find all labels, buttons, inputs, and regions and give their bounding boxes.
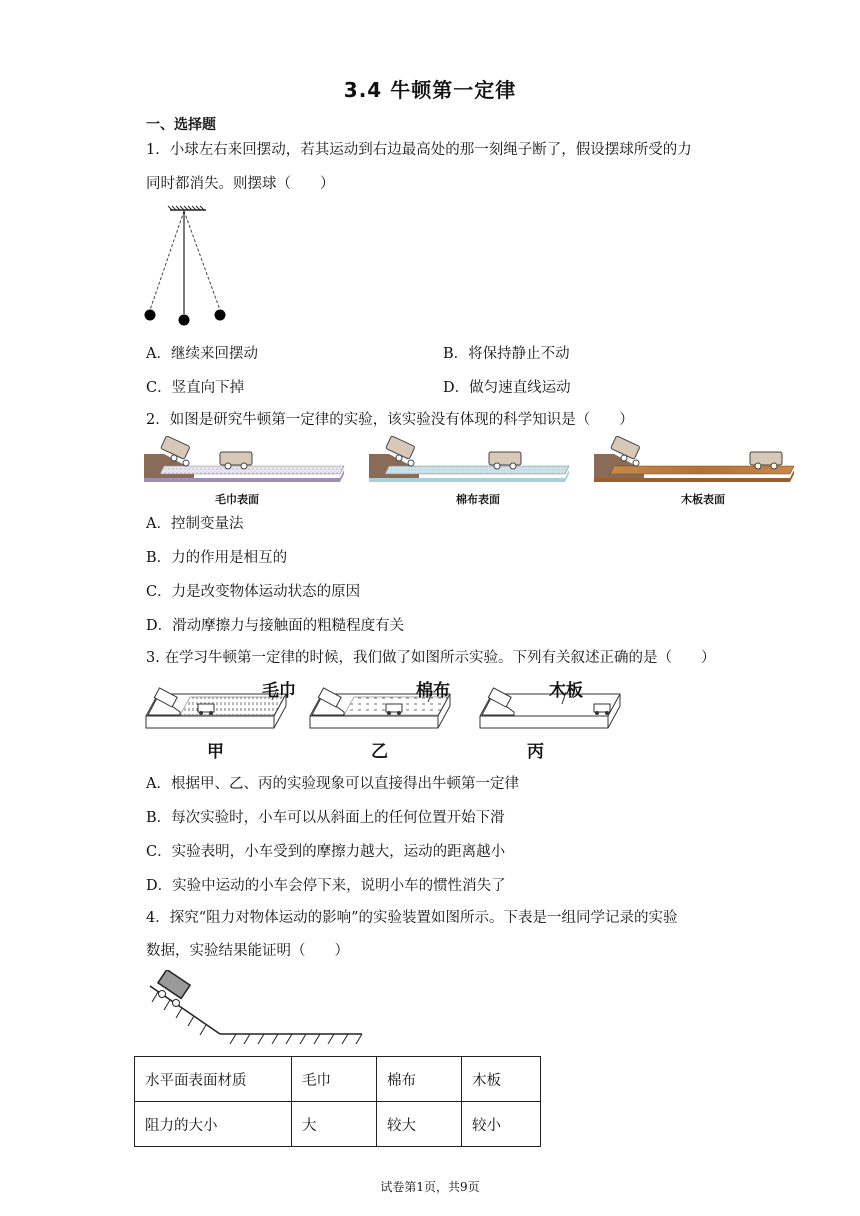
table-cell: 较小 <box>462 1102 541 1147</box>
label-towel-surface: 毛巾表面 <box>215 493 259 506</box>
page-title: 3.4 牛顿第一定律 <box>343 78 517 102</box>
pendulum-figure <box>140 204 240 329</box>
question-3-stem: 3. 在学习牛顿第一定律的时候，我们做了如图所示实验。下列有关叙述正确的是（ ） <box>146 650 716 666</box>
label-wood: 木板 <box>549 681 583 701</box>
page-footer: 试卷第1页，共9页 <box>380 1180 480 1194</box>
table-cell: 木板 <box>462 1057 541 1102</box>
q2-option-d: D．滑动摩擦力与接触面的粗糙程度有关 <box>146 618 405 634</box>
surface-experiment-figure <box>144 436 804 486</box>
table-cell: 大 <box>292 1102 377 1147</box>
q1-option-c: C．竖直向下掉 <box>146 380 245 396</box>
question-4-line-2: 数据，实验结果能证明（ ） <box>146 943 349 959</box>
label-cotton-surface: 棉布表面 <box>456 493 500 506</box>
q1-option-b: B．将保持静止不动 <box>443 346 570 362</box>
question-1-line-2: 同时都消失。则摆球（ ） <box>146 176 335 192</box>
q2-option-a: A．控制变量法 <box>146 516 244 532</box>
question-4-line-1: 4．探究“阻力对物体运动的影响”的实验装置如图所示。下表是一组同学记录的实验 <box>146 910 678 926</box>
q1-option-a: A．继续来回摆动 <box>146 346 258 362</box>
table-row <box>135 1102 541 1147</box>
table-cell: 水平面表面材质 <box>135 1057 292 1102</box>
ramp-figure <box>144 970 366 1050</box>
results-table <box>134 1056 541 1147</box>
label-yi: 乙 <box>371 742 388 762</box>
q3-option-a: A．根据甲、乙、丙的实验现象可以直接得出牛顿第一定律 <box>146 776 519 792</box>
label-wood-surface: 木板表面 <box>681 493 725 506</box>
table-cell: 棉布 <box>377 1057 462 1102</box>
question-1-line-1: 1．小球左右来回摆动，若其运动到右边最高处的那一刻绳子断了，假设摆球所受的力 <box>146 142 692 158</box>
table-cell: 较大 <box>377 1102 462 1147</box>
label-jia: 甲 <box>207 742 224 762</box>
table-cell: 阻力的大小 <box>135 1102 292 1147</box>
section-heading: 一、选择题 <box>146 117 216 133</box>
question-2-stem: 2．如图是研究牛顿第一定律的实验，该实验没有体现的科学知识是（ ） <box>146 412 634 428</box>
table-row <box>135 1057 541 1102</box>
q3-option-c: C．实验表明，小车受到的摩擦力越大，运动的距离越小 <box>146 844 506 860</box>
label-towel: 毛巾 <box>262 681 296 701</box>
q1-option-d: D．做匀速直线运动 <box>443 380 571 396</box>
table-cell: 毛巾 <box>292 1057 377 1102</box>
label-cotton: 棉布 <box>416 681 450 701</box>
q3-option-d: D．实验中运动的小车会停下来，说明小车的惯性消失了 <box>146 878 506 894</box>
label-bing: 丙 <box>527 742 544 762</box>
q2-option-c: C．力是改变物体运动状态的原因 <box>146 584 361 600</box>
q3-option-b: B．每次实验时，小车可以从斜面上的任何位置开始下滑 <box>146 810 505 826</box>
q2-option-b: B．力的作用是相互的 <box>146 550 288 566</box>
